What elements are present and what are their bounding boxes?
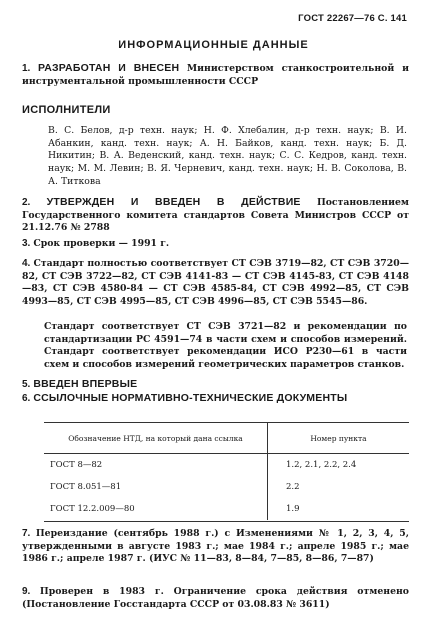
table-cell: ГОСТ 8.051—81 (44, 476, 268, 498)
table-cell: ГОСТ 12.2.009—80 (44, 498, 268, 520)
table-header-row (44, 423, 409, 454)
item-number: 6. (22, 393, 31, 404)
item-number: 5. (22, 379, 31, 390)
item-text: Проверен в 1983 г. Ограничение срока действия отменено (Постановление Госстандарта СССР от 03.08.83 № 3611) (22, 586, 409, 610)
item-1 (22, 62, 409, 88)
table-cell: 2.2 (286, 482, 300, 492)
item-text: Переиздание (сентябрь 1988 г.) с Изменениями № 1, 2, 3, 4, 5, утвержденными в августе 1983 г.; мае 1984 г.; апреле 1985 г.; мае 1986 г.; апреле 1987 г. (ИУС № 11—83, 8—84, 7—85, 8—86, 7—87) (22, 528, 409, 565)
item-number: 3. (22, 238, 31, 249)
page-header: ГОСТ 22267—76 С. 141 (298, 13, 407, 24)
column-header: Обозначение НТД, на который дана ссылка (44, 423, 268, 454)
item-6 (22, 392, 409, 405)
item-4-continued: Стандарт соответствует СТ СЭВ 3721—82 и рекомендации по стандартизации РС 4591—74 в части схем и способов измерений. Стандарт соответствует рекомендации ИСО Р230—61 в части схем и способов измерений геометрических параметров станков. (44, 321, 407, 371)
item-9 (22, 586, 409, 611)
item-number: 4. (22, 258, 31, 269)
item-heading: РАЗРАБОТАН И ВНЕСЕН (37, 62, 180, 74)
item-4 (22, 258, 409, 308)
item-5 (22, 378, 409, 392)
table-row (44, 476, 409, 498)
item-number: 9. (22, 586, 31, 597)
table-cell: 1.9 (286, 504, 300, 514)
item-heading: ВВЕДЕН ВПЕРВЫЕ (33, 378, 138, 390)
table-bottom-rule (44, 521, 409, 522)
executors-heading: ИСПОЛНИТЕЛИ (22, 104, 111, 116)
item-text: Срок проверки — 1991 г. (33, 238, 170, 249)
item-3 (22, 238, 409, 251)
reference-documents-table (44, 422, 409, 520)
document-title: ИНФОРМАЦИОННЫЕ ДАННЫЕ (118, 39, 309, 51)
column-header: Номер пункта (268, 423, 410, 454)
item-2 (22, 196, 409, 235)
table-cell: ГОСТ 8—82 (44, 454, 268, 477)
item-number: 7. (22, 528, 31, 539)
table-cell: 1.2, 2.1, 2.2, 2.4 (286, 460, 357, 470)
item-text: Постановлением Государственного комитета стандартов Совета Министров СССР от 21.12.76 № 2788 (22, 197, 409, 234)
table-row (44, 498, 409, 520)
item-heading: УТВЕРЖДЕН И ВВЕДЕН В ДЕЙСТВИЕ (46, 196, 301, 208)
table-row (44, 454, 409, 477)
item-text: Министерством станкостроительной и инструментальной промышленности СССР (22, 63, 409, 87)
item-number: 2. (22, 197, 31, 208)
executors-list: В. С. Белов, д-р техн. наук; Н. Ф. Хлебалин, д-р техн. наук; В. И. Абанкин, канд. техн. наук; А. Н. Байков, канд. техн. наук; Б. Д. Никитин; В. А. Веденский, канд. техн. наук; С. С. Кедров, канд. техн. наук; М. М. Левин; В. Я. Черневич, канд. техн. наук; Н. В. Соколова, В. А. Титкова (48, 125, 407, 187)
item-number: 1. (22, 63, 31, 74)
item-7 (22, 528, 409, 566)
item-text: Стандарт полностью соответствует СТ СЭВ 3719—82, СТ СЭВ 3720—82, СТ СЭВ 3722—82, СТ СЭВ 4141-83 — СТ СЭВ 4145-83, СТ СЭВ 4148—83, СТ СЭВ 4580-84 — СТ СЭВ 4585-84, СТ СЭВ 4992—85, СТ СЭВ 4993—85, СТ СЭВ 4995—85, СТ СЭВ 4996—85, СТ СЭВ 5545—86. (22, 258, 409, 307)
item-heading: ССЫЛОЧНЫЕ НОРМАТИВНО-ТЕХНИЧЕСКИЕ ДОКУМЕНТЫ (33, 392, 348, 404)
